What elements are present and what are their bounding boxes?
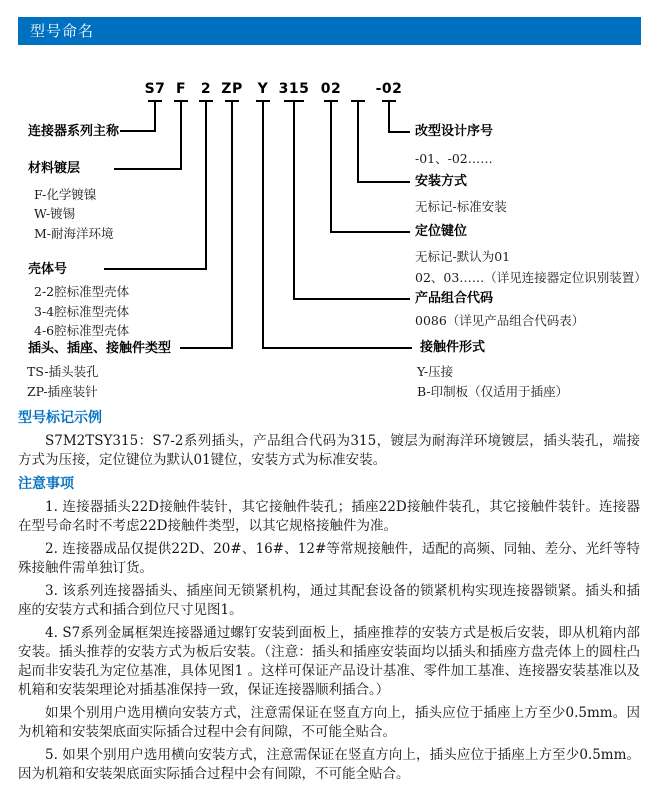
label-contact-form-item: Y-压接 <box>417 364 454 379</box>
connector-line-key-position <box>324 101 410 232</box>
model-code-token: F <box>175 81 187 97</box>
example-paragraph: S7M2TSY315：S7-2系列插头，产品组合代码为315，镀层为耐海洋环境镀层，插头装孔，端接方式为压接，定位键位为默认01键位，安装方式为标准安装。 <box>18 433 640 468</box>
connector-line-type <box>180 101 239 348</box>
connector-line-contact-form <box>256 101 412 348</box>
label-mounting-title: 安装方式 <box>415 174 468 189</box>
example-section-heading: 型号标记示例 <box>18 410 102 426</box>
label-key-position-title: 定位键位 <box>415 224 468 239</box>
model-code-token: S7 <box>144 81 166 97</box>
label-plating-item: W-镀锡 <box>34 206 76 221</box>
note-paragraph: 如果个别用户选用横向安装方式，注意需保证在竖直方向上，插头应位于插座上方至少0.5mm。因为机箱和安装架底面实际插合过程中会有间隙，不可能全贴合。 <box>18 705 640 740</box>
label-combo-code-item: 0086（详见产品组合代码表） <box>415 313 585 328</box>
model-code-token: -02 <box>375 81 403 97</box>
label-plug-type-item: TS-插头装孔 <box>27 364 99 379</box>
label-plating-title: 材料镀层 <box>28 161 81 176</box>
label-plug-type-item: ZP-插座装针 <box>27 384 98 399</box>
note-paragraph: 5. 如果个别用户选用横向安装方式，注意需保证在竖直方向上，插头应位于插座上方至少0.5mm。因为机箱和安装架底面实际插合过程中会有间隙，不可能全贴合。 <box>18 747 640 782</box>
label-plating-item: F-化学镀镍 <box>34 187 97 202</box>
connector-line-plating <box>114 101 188 169</box>
label-revision-item: -01、-02…… <box>415 151 493 166</box>
connector-line-combo-code <box>284 101 410 299</box>
connector-line-series <box>120 101 162 131</box>
label-contact-form-title: 接触件形式 <box>420 340 486 355</box>
label-plug-type-title: 插头、插座、接触件类型 <box>28 341 172 356</box>
model-code-token: 315 <box>278 81 310 97</box>
model-code-token: ZP <box>221 81 243 97</box>
note-paragraph: 1. 连接器插头22D接触件装针，其它接触件装孔；插座22D接触件装孔，其它接触件装针。连接器在型号命名时不考虑22D接触件类型，以其它规格接触件为准。 <box>18 499 640 534</box>
label-key-position-item: 02、03……（详见连接器定位识别装置） <box>415 270 647 285</box>
notes-section-heading: 注意事项 <box>18 476 74 492</box>
document-body <box>18 408 640 788</box>
connector-line-mounting <box>351 101 410 182</box>
connector-line-revision <box>382 101 410 132</box>
label-shell-item: 2-2腔标准型壳体 <box>34 284 130 299</box>
label-combo-code-title: 产品组合代码 <box>415 291 494 306</box>
label-series-title: 连接器系列主称 <box>28 124 120 139</box>
connector-line-shell <box>104 101 213 269</box>
label-mounting-item: 无标记-标准安装 <box>415 199 507 214</box>
model-code-token: Y <box>257 81 269 97</box>
label-shell-item: 3-4腔标准型壳体 <box>34 304 130 319</box>
model-code-token: 02 <box>320 81 342 97</box>
label-plating-item: M-耐海洋环境 <box>34 226 114 241</box>
page-title: 型号命名 <box>30 22 95 40</box>
note-paragraph: 2. 连接器成品仅提供22D、20#、16#、12#等常规接触件，适配的高频、同轴、差分、光纤等特殊接触件需单独订货。 <box>18 541 640 576</box>
label-shell-item: 4-6腔标准型壳体 <box>34 323 130 338</box>
label-shell-title: 壳体号 <box>28 262 68 277</box>
label-key-position-item: 无标记-默认为01 <box>415 249 511 264</box>
note-paragraph: 3. 该系列连接器插头、插座间无锁紧机构，通过其配套设备的锁紧机构实现连接器锁紧。插头和插座的安装方式和插合到位尺寸见图1。 <box>18 583 640 618</box>
model-code-token: 2 <box>200 81 212 97</box>
note-paragraph: 4. S7系列金属框架连接器通过螺钉安装到面板上，插座推荐的安装方式是板后安装，即从机箱内部安装。插头推荐的安装方式为板后安装。（注意：插头和插座安装面均以插头和插座方盘壳体上的圆柱凸起而非安装孔为定位基准，具体见图1 。这样可保证产品设计基准、零件加工基准、连接器安装基准以及机箱和安装架理论对插基准保持一致，保证连接器顺利插合。） <box>18 625 640 698</box>
label-revision-title: 改型设计序号 <box>415 124 494 139</box>
label-contact-form-item: B-印制板（仅适用于插座） <box>417 384 569 399</box>
